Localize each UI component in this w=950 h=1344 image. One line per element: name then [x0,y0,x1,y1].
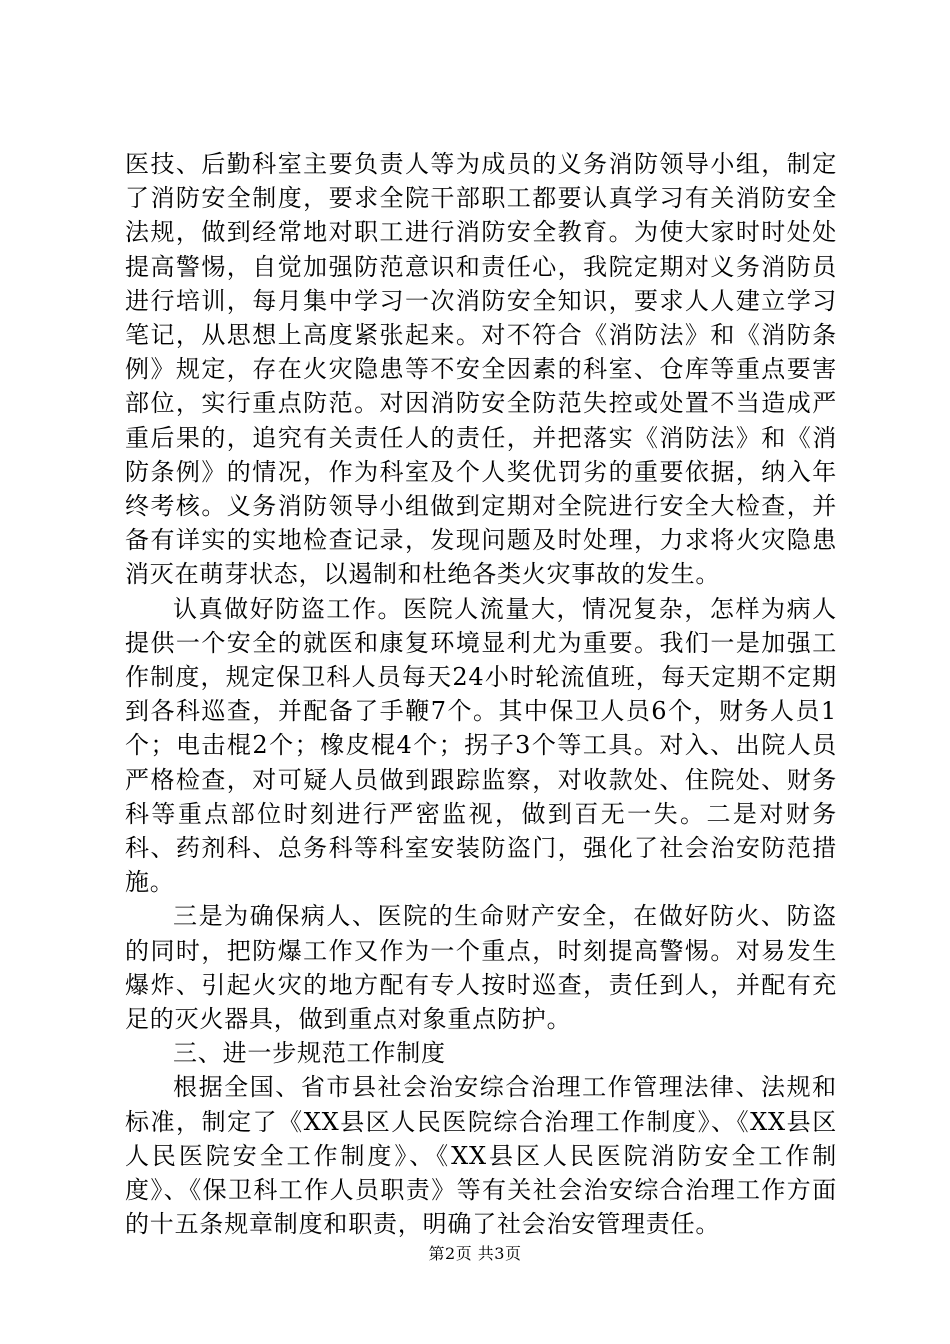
paragraph-theft-prevention: 认真做好防盗工作。医院人流量大，情况复杂，怎样为病人提供一个安全的就医和康复环境显利尤为重要。我们一是加强工作制度，规定保卫科人员每天24小时轮流值班，每天定期不定期到各科巡查，并配备了手鞭7个。其中保卫人员6个，财务人员1个；电击棍2个；橡皮棍4个；拐子3个等工具。对入、出院人员严格检查，对可疑人员做到跟踪监察，对收款处、住院处、财务科等重点部位时刻进行严密监视，做到百无一失。二是对财务科、药剂科、总务科等科室安装防盗门，强化了社会治安防范措施。 [125,594,837,897]
paragraph-explosion-prevention: 三是为确保病人、医院的生命财产安全，在做好防火、防盗的同时，把防爆工作又作为一个重点，时刻提高警惕。对易发生爆炸、引起火灾的地方配有专人按时巡查，责任到人，并配有充足的灭火器具，做到重点对象重点防护。 [125,902,837,1034]
paragraph-regulations: 根据全国、省市县社会治安综合治理工作管理法律、法规和标准，制定了《XX县区人民医院综合治理工作制度》、《XX县区人民医院安全工作制度》、《XX县区人民医院消防安全工作制度》、《保卫科工作人员职责》等有关社会治安综合治理工作方面的十五条规章制度和职责，明确了社会治安管理责任。 [125,1073,837,1239]
paragraph-fire-safety: 医技、后勤科室主要负责人等为成员的义务消防领导小组，制定了消防安全制度，要求全院干部职工都要认真学习有关消防安全法规，做到经常地对职工进行消防安全教育。为使大家时时处处提高警惕，自觉加强防范意识和责任心，我院定期对义务消防员进行培训，每月集中学习一次消防安全知识，要求人人建立学习笔记，从思想上高度紧张起来。对不符合《消防法》和《消防条例》规定，存在火灾隐患等不安全因素的科室、仓库等重点要害部位，实行重点防范。对因消防安全防范失控或处置不当造成严重后果的，追究有关责任人的责任，并把落实《消防法》和《消防条例》的情况，作为科室及个人奖优罚劣的重要依据，纳入年终考核。义务消防领导小组做到定期对全院进行安全大检查，并备有详实的实地检查记录，发现问题及时处理，力求将火灾隐患消灭在萌芽状态，以遏制和杜绝各类火灾事故的发生。 [125,150,837,589]
section-heading-regulations: 三、进一步规范工作制度 [173,1039,446,1068]
page-footer: 第2页 共3页 [428,1244,522,1263]
document-body [125,147,837,1242]
